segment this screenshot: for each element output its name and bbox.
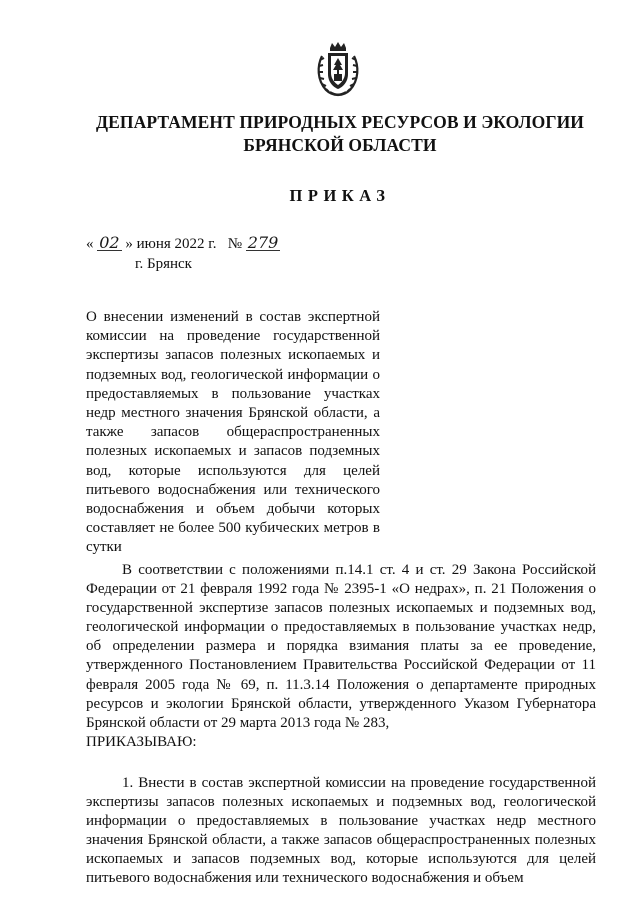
date-month-year: » июня 2022 г. bbox=[125, 236, 217, 252]
number-sign: № bbox=[227, 236, 243, 252]
order-item-1: 1. Внести в состав экспертной комиссии на проведение государственной экспертизы запасов полезных ископаемых и подземных вод, геологической информации о предоставляемых в пользование участках недр местного значения Брянской области, а также запасов общераспространенных полезных ископаемых и запасов подземных вод, которые используются для целей питьевого водоснабжения или технического водоснабжения и объем bbox=[86, 774, 596, 887]
preamble-paragraph: В соответствии с положениями п.14.1 ст. 4 и ст. 29 Закона Российской Федерации от 21 февраля 1992 года № 2395-1 «О недрах», п. 21 Положения о государственной экспертизе запасов полезных ископаемых и подземных вод, геологической информации о предоставляемых в пользование участках недр, об определении размера и порядка взимания платы за ее проведение, утвержденного Постановлением Правительства Российской Федерации от 11 февраля 2005 года № 69, п. 11.3.14 Положения о департаменте природных ресурсов и экологии Брянской области, утвержденного Указом Губернатора Брянской области от 29 марта 2013 года № 283, bbox=[86, 562, 596, 731]
department-title bbox=[60, 111, 620, 157]
order-date-number bbox=[86, 235, 280, 253]
order-day-handwritten: 02 bbox=[99, 233, 120, 252]
department-title-line2: БРЯНСКОЙ ОБЛАСТИ bbox=[243, 135, 437, 155]
order-subject: О внесении изменений в состав экспертной комиссии на проведение государственной экспертизы запасов полезных ископаемых и подземных вод, геологической информации о предоставляемых в пользование участках недр местного значения Брянской области, а также запасов общераспространенных полезных ископаемых и запасов подземных вод, которые используются для целей питьевого водоснабжения или технического водоснабжения и объем добычи которых составляет не более 500 кубических метров в сутки bbox=[86, 309, 380, 556]
order-city: г. Брянск bbox=[135, 256, 192, 272]
date-quote-open: « bbox=[86, 236, 94, 252]
order-heading: ПРИКАЗ bbox=[289, 186, 391, 205]
order-body bbox=[86, 561, 596, 889]
coat-of-arms-icon bbox=[314, 40, 362, 98]
order-number-handwritten: 279 bbox=[247, 233, 279, 252]
orders-word: ПРИКАЗЫВАЮ: bbox=[86, 733, 197, 750]
department-title-line1: ДЕПАРТАМЕНТ ПРИРОДНЫХ РЕСУРСОВ И ЭКОЛОГИИ bbox=[95, 112, 584, 132]
